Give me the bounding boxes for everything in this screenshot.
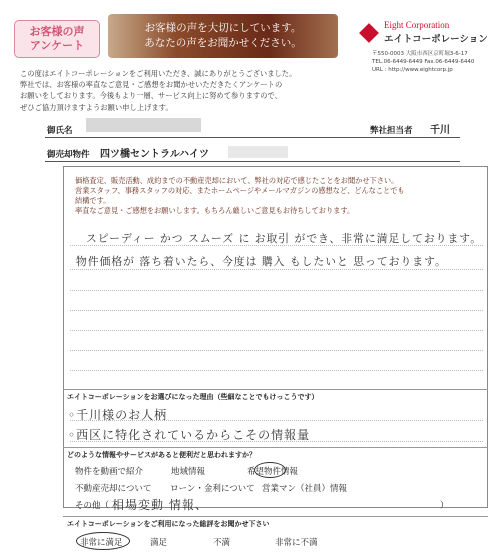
rating-heading: エイトコーポレーションをご利用になった総評をお聞かせ下さい bbox=[67, 520, 270, 528]
address-line: TEL.06-6449-6449 Fax.06-6449-6440 bbox=[372, 59, 475, 65]
survey-badge bbox=[14, 20, 100, 58]
prompt-line: 価格査定、販売活動、成約までの不動産売却において、弊社の対応で感じたことをお聞かせ下さい。 bbox=[75, 176, 399, 185]
prompt-line: 営業スタッフ、事務スタッフの対応、またホームページやメールマガジンの感想など、どんなことでも結構です。 bbox=[75, 186, 405, 205]
rating-option-very-satisfied: 非常に満足 bbox=[80, 538, 123, 548]
reason-answer: ◦西区に特化されているからこその情報量 bbox=[68, 428, 311, 442]
intro-line: この度はエイトコーポレーションをご利用いただき、誠にありがとうございました。 bbox=[20, 69, 297, 78]
info-other-answer: 相場変動 情報、 bbox=[112, 498, 208, 512]
name-label: 御氏名 bbox=[47, 126, 73, 136]
selection-circle bbox=[254, 462, 286, 478]
header-banner bbox=[108, 14, 338, 58]
badge-line2: アンケート bbox=[29, 39, 85, 52]
info-option-sale: 不動産売却について bbox=[75, 484, 152, 494]
info-option-loan: ローン・金利について bbox=[170, 484, 255, 494]
answer-rule bbox=[70, 330, 483, 331]
reason-answer: ◦千川様のお人柄 bbox=[68, 408, 168, 422]
logo-japanese: エイトコーポレーション bbox=[384, 34, 488, 45]
staff-label: 弊社担当者 bbox=[370, 126, 413, 136]
rating-option-very-dissatisfied: 非常に不満 bbox=[275, 538, 318, 548]
answer-rule bbox=[70, 370, 483, 371]
info-option-area: 地域情報 bbox=[171, 467, 206, 477]
property-underline bbox=[45, 161, 460, 162]
info-other-label: その他（ bbox=[75, 501, 110, 511]
info-option-property: 希望物件情報 bbox=[247, 467, 299, 477]
intro-line: 弊社では、お客様の率直なご意見・ご感想をお聞かせいただきたくアンケートの bbox=[20, 80, 283, 90]
intro-line: ぜひご協力頂けますようお願い申し上げます。 bbox=[20, 102, 173, 112]
name-underline bbox=[45, 137, 460, 138]
banner-line2: あなたの声をお聞かせください。 bbox=[144, 37, 302, 49]
info-option-staff: 営業マン（社員）情報 bbox=[262, 484, 348, 494]
answer-rule bbox=[70, 350, 483, 351]
staff-value: 千川 bbox=[430, 125, 450, 136]
answer-rule bbox=[70, 441, 483, 442]
property-redacted bbox=[228, 146, 288, 158]
address-line: 〒550-0003 大阪市西区京町堀3-6-17 bbox=[372, 51, 468, 57]
company-address bbox=[372, 50, 497, 74]
name-redacted bbox=[86, 118, 201, 132]
badge-line1: お客様の声 bbox=[29, 25, 85, 38]
intro-text bbox=[20, 68, 370, 113]
reason-heading: エイトコーポレーションをお選びになった理由（些細なことでもけっこうです） bbox=[67, 393, 319, 401]
intro-line: お願いをしております。今後もより一層、サービス向上に努めて参りますので、 bbox=[20, 91, 282, 101]
selection-circle bbox=[76, 532, 130, 550]
property-value: 四ツ橋セントラルハイツ bbox=[100, 149, 209, 160]
answer-rule bbox=[70, 310, 483, 311]
answer-rule bbox=[70, 269, 483, 270]
section-divider bbox=[63, 389, 488, 390]
info-option-video: 物件を動画で紹介 bbox=[75, 467, 144, 477]
section-divider bbox=[63, 447, 488, 448]
property-label: 御売却物件 bbox=[47, 150, 90, 160]
survey-prompt bbox=[75, 176, 405, 216]
info-other-close: ） bbox=[440, 501, 449, 511]
prompt-line: 率直なご意見・ご感想をお願いします。もちろん厳しいご意見もお待ちしております。 bbox=[75, 206, 355, 215]
diamond-logo-icon bbox=[359, 23, 379, 43]
handwritten-answer-line: 物件価格が 落ち着いたら、今度は 購入 もしたいと 思っております。 bbox=[76, 255, 447, 268]
rating-option-dissatisfied: 不満 bbox=[213, 538, 231, 548]
section-divider bbox=[63, 516, 488, 517]
info-heading: どのような情報やサービスがあると便利だと思われますか？ bbox=[67, 451, 256, 459]
answer-rule bbox=[70, 290, 483, 291]
address-line: URL : http://www.eightcorp.jp bbox=[372, 67, 453, 73]
answer-rule bbox=[70, 420, 483, 421]
banner-line1: お客様の声を大切にしています。 bbox=[144, 22, 302, 34]
rating-option-satisfied: 満足 bbox=[150, 538, 168, 548]
handwritten-answer-line: スピーディー かつ スムーズ に お取引 ができ、非常に満足しております。 bbox=[86, 232, 482, 245]
logo-english: Eight Corporation bbox=[384, 20, 450, 30]
